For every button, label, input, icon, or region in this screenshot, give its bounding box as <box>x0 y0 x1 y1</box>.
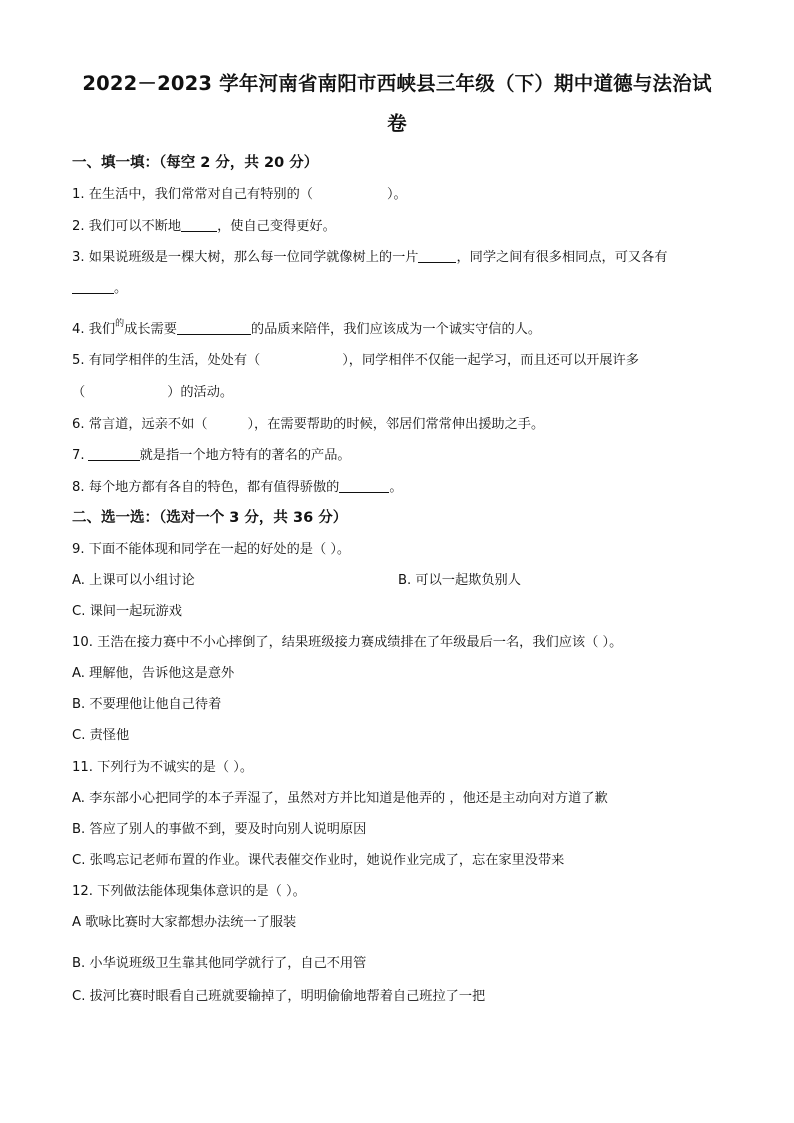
question-4-text-b: 成长需要 <box>124 322 177 337</box>
question-8-text-a: 8. 每个地方都有各自的特色，都有值得骄傲的 <box>72 480 340 495</box>
answer-blank <box>72 279 114 294</box>
question-5-text-c: （ <box>72 385 86 400</box>
question-7-text-a: 7. <box>72 448 85 463</box>
question-3-text-a: 3. 如果说班级是一棵大树，那么每一位同学就像树上的一片 <box>72 250 419 265</box>
question-7 <box>72 444 351 463</box>
question-6-text-b: ），在需要帮助的时候，邻居们常常伸出援助之手。 <box>247 417 545 432</box>
question-11-option-b: B. 答应了别人的事做不到，要及时向别人说明原因 <box>72 822 367 837</box>
question-5-text-b: ），同学相伴不仅能一起学习，而且还可以开展许多 <box>342 353 639 368</box>
question-11-stem: 11. 下列行为不诚实的是（ ）。 <box>72 760 254 775</box>
answer-blank <box>88 446 140 461</box>
question-1 <box>72 183 407 202</box>
answer-blank <box>418 248 456 263</box>
question-3-text-b: ，同学之间有很多相同点，可又各有 <box>456 250 668 265</box>
question-9-option-c: C. 课间一起玩游戏 <box>72 604 182 619</box>
question-4-text-c: 的品质来陪伴，我们应该成为一个诚实守信的人。 <box>250 322 542 337</box>
answer-blank <box>339 478 389 493</box>
exam-title-line-1: 2022－2023 学年河南省南阳市西峡县三年级（下）期中道德与法治试 <box>82 72 712 95</box>
question-12-stem: 12. 下列做法能体现集体意识的是（ ）。 <box>72 884 306 899</box>
question-10-option-a: A. 理解他，告诉他这是意外 <box>72 666 235 681</box>
question-3-text-c: 。 <box>114 281 128 296</box>
answer-blank <box>177 320 251 335</box>
question-5 <box>72 349 639 368</box>
question-12-option-b: B. 小华说班级卫生靠其他同学就行了，自己不用管 <box>72 956 367 971</box>
question-2-text-a: 2. 我们可以不断地 <box>72 219 182 234</box>
question-12-option-a: A 歌咏比赛时大家都想办法统一了服装 <box>72 915 297 930</box>
question-11-option-a: A. 李东部小心把同学的本子弄湿了，虽然对方并比知道是他弄的 ，他还是主动向对方道了歉 <box>72 791 608 806</box>
section-choice-heading: 二、选一选：（选对一个 3 分，共 36 分） <box>72 510 348 526</box>
question-5-text-a: 5. 有同学相伴的生活，处处有（ <box>72 353 261 368</box>
question-5-text-d: ）的活动。 <box>167 385 234 400</box>
question-2 <box>72 215 336 234</box>
question-4-text-a: 4. 我们 <box>72 322 116 337</box>
section-fill-heading: 一、填一填：（每空 2 分，共 20 分） <box>72 155 319 171</box>
question-5-continued <box>72 381 233 400</box>
question-7-text-b: 就是指一个地方特有的著名的产品。 <box>139 448 351 463</box>
question-1-text-b: ）。 <box>386 187 407 202</box>
question-2-text-b: ，使自己变得更好。 <box>217 219 336 234</box>
question-12-option-c: C. 拔河比赛时眼看自己班就要输掉了，明明偷偷地帮着自己班拉了一把 <box>72 989 486 1004</box>
question-10-option-c: C. 责怪他 <box>72 728 130 743</box>
question-10-option-b: B. 不要理他让他自己待着 <box>72 697 222 712</box>
question-3 <box>72 246 667 265</box>
question-9-option-a: A. 上课可以小组讨论 <box>72 573 195 588</box>
question-6-text-a: 6. 常言道，远亲不如（ <box>72 417 208 432</box>
question-10-stem: 10. 王浩在接力赛中不小心摔倒了，结果班级接力赛成绩排在了年级最后一名，我们应该（ ）。 <box>72 635 623 650</box>
question-9-option-b: B. 可以一起欺负别人 <box>398 573 521 588</box>
question-8-text-b: 。 <box>389 480 403 495</box>
question-1-text-a: 1. 在生活中，我们常常对自己有特别的（ <box>72 187 313 202</box>
question-6 <box>72 413 544 432</box>
exam-title-line-2: 卷 <box>387 112 407 135</box>
question-11-option-c: C. 张鸣忘记老师布置的作业。课代表催交作业时，她说作业完成了，忘在家里没带来 <box>72 853 565 868</box>
question-9-stem: 9. 下面不能体现和同学在一起的好处的是（ ）。 <box>72 542 351 557</box>
question-4 <box>72 316 541 337</box>
question-3-continued <box>72 277 127 296</box>
answer-blank <box>181 217 217 232</box>
question-8 <box>72 476 403 495</box>
question-4-mark: 的 <box>115 319 125 329</box>
